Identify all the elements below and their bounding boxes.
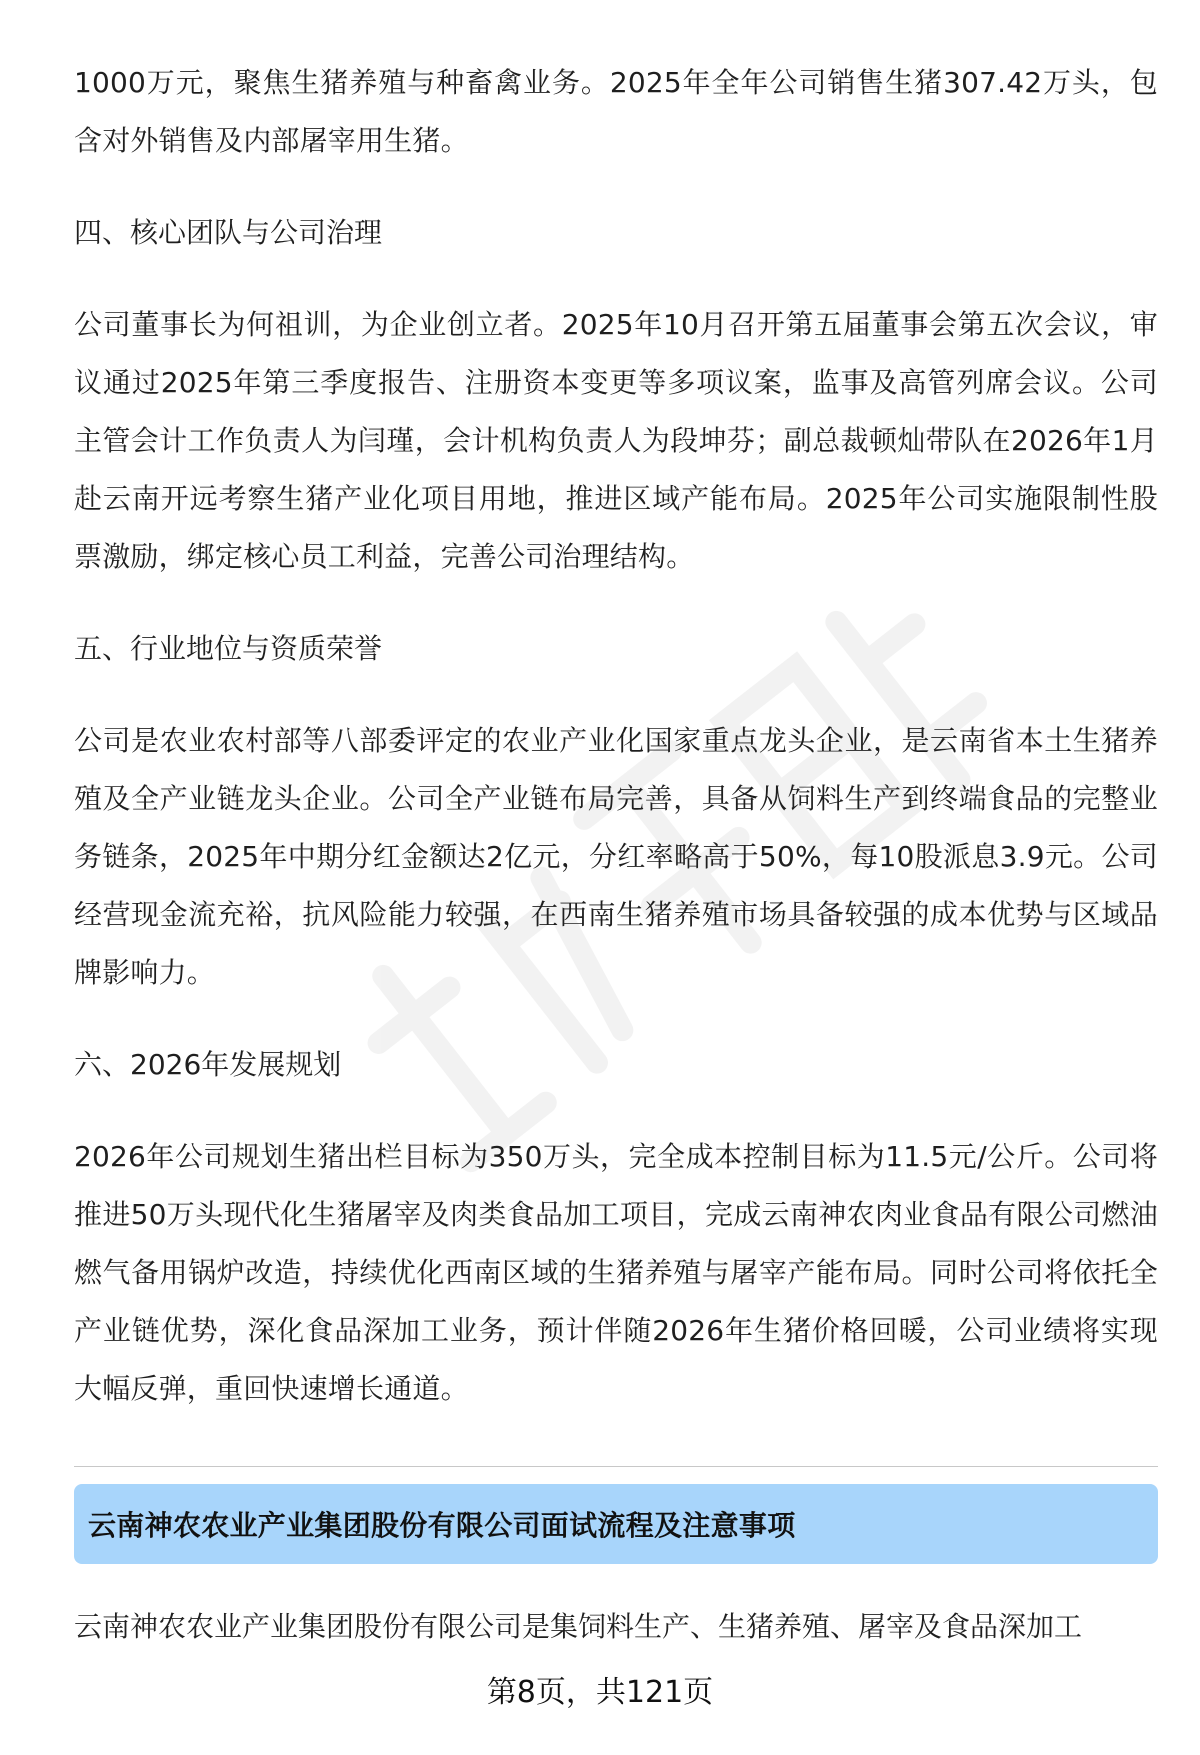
section-heading-2026-plan: 六、2026年发展规划 xyxy=(74,1048,342,1081)
page-number-footer: 第8页，共121页 xyxy=(486,1675,714,1710)
section-heading-industry-position: 五、行业地位与资质荣誉 xyxy=(74,632,383,665)
banner-title: 云南神农农业产业集团股份有限公司面试流程及注意事项 xyxy=(88,1509,796,1542)
paragraph-industry-position: 公司是农业农村部等八部委评定的农业产业化国家重点龙头企业，是云南省本土生猪养殖及全产业链龙头企业。公司全产业链布局完善，具备从饲料生产到终端食品的完整业务链条，2025年中期分红金额达2亿元，分红率略高于50%，每10股派息3.9元。公司经营现金流充裕，抗风险能力较强，在西南生猪养殖市场具备较强的成本优势与区域品牌影响力。 xyxy=(74,724,1158,989)
document-body xyxy=(74,54,1158,1418)
interview-section-banner xyxy=(74,1484,1158,1564)
section-divider xyxy=(74,1466,1158,1467)
section-heading-team-governance: 四、核心团队与公司治理 xyxy=(74,216,383,249)
paragraph-business-summary: 1000万元，聚焦生猪养殖与种畜禽业务。2025年全年公司销售生猪307.42万头，包含对外销售及内部屠宰用生猪。 xyxy=(74,66,1158,157)
paragraph-2026-plan: 2026年公司规划生猪出栏目标为350万头，完全成本控制目标为11.5元/公斤。公司将推进50万头现代化生猪屠宰及肉类食品加工项目，完成云南神农肉业食品有限公司燃油燃气备用锅炉改造，持续优化西南区域的生猪养殖与屠宰产能布局。同时公司将依托全产业链优势，深化食品深加工业务，预计伴随2026年生猪价格回暖，公司业绩将实现大幅反弹，重回快速增长通道。 xyxy=(74,1140,1158,1405)
paragraph-company-intro: 云南神农农业产业集团股份有限公司是集饲料生产、生猪养殖、屠宰及食品深加工 xyxy=(74,1610,1083,1643)
paragraph-team-governance: 公司董事长为何祖训，为企业创立者。2025年10月召开第五届董事会第五次会议，审议通过2025年第三季度报告、注册资本变更等多项议案，监事及高管列席会议。公司主管会计工作负责人为闫瑾，会计机构负责人为段坤芬；副总裁顿灿带队在2026年1月赴云南开远考察生猪产业化项目用地，推进区域产能布局。2025年公司实施限制性股票激励，绑定核心员工利益，完善公司治理结构。 xyxy=(74,308,1158,573)
